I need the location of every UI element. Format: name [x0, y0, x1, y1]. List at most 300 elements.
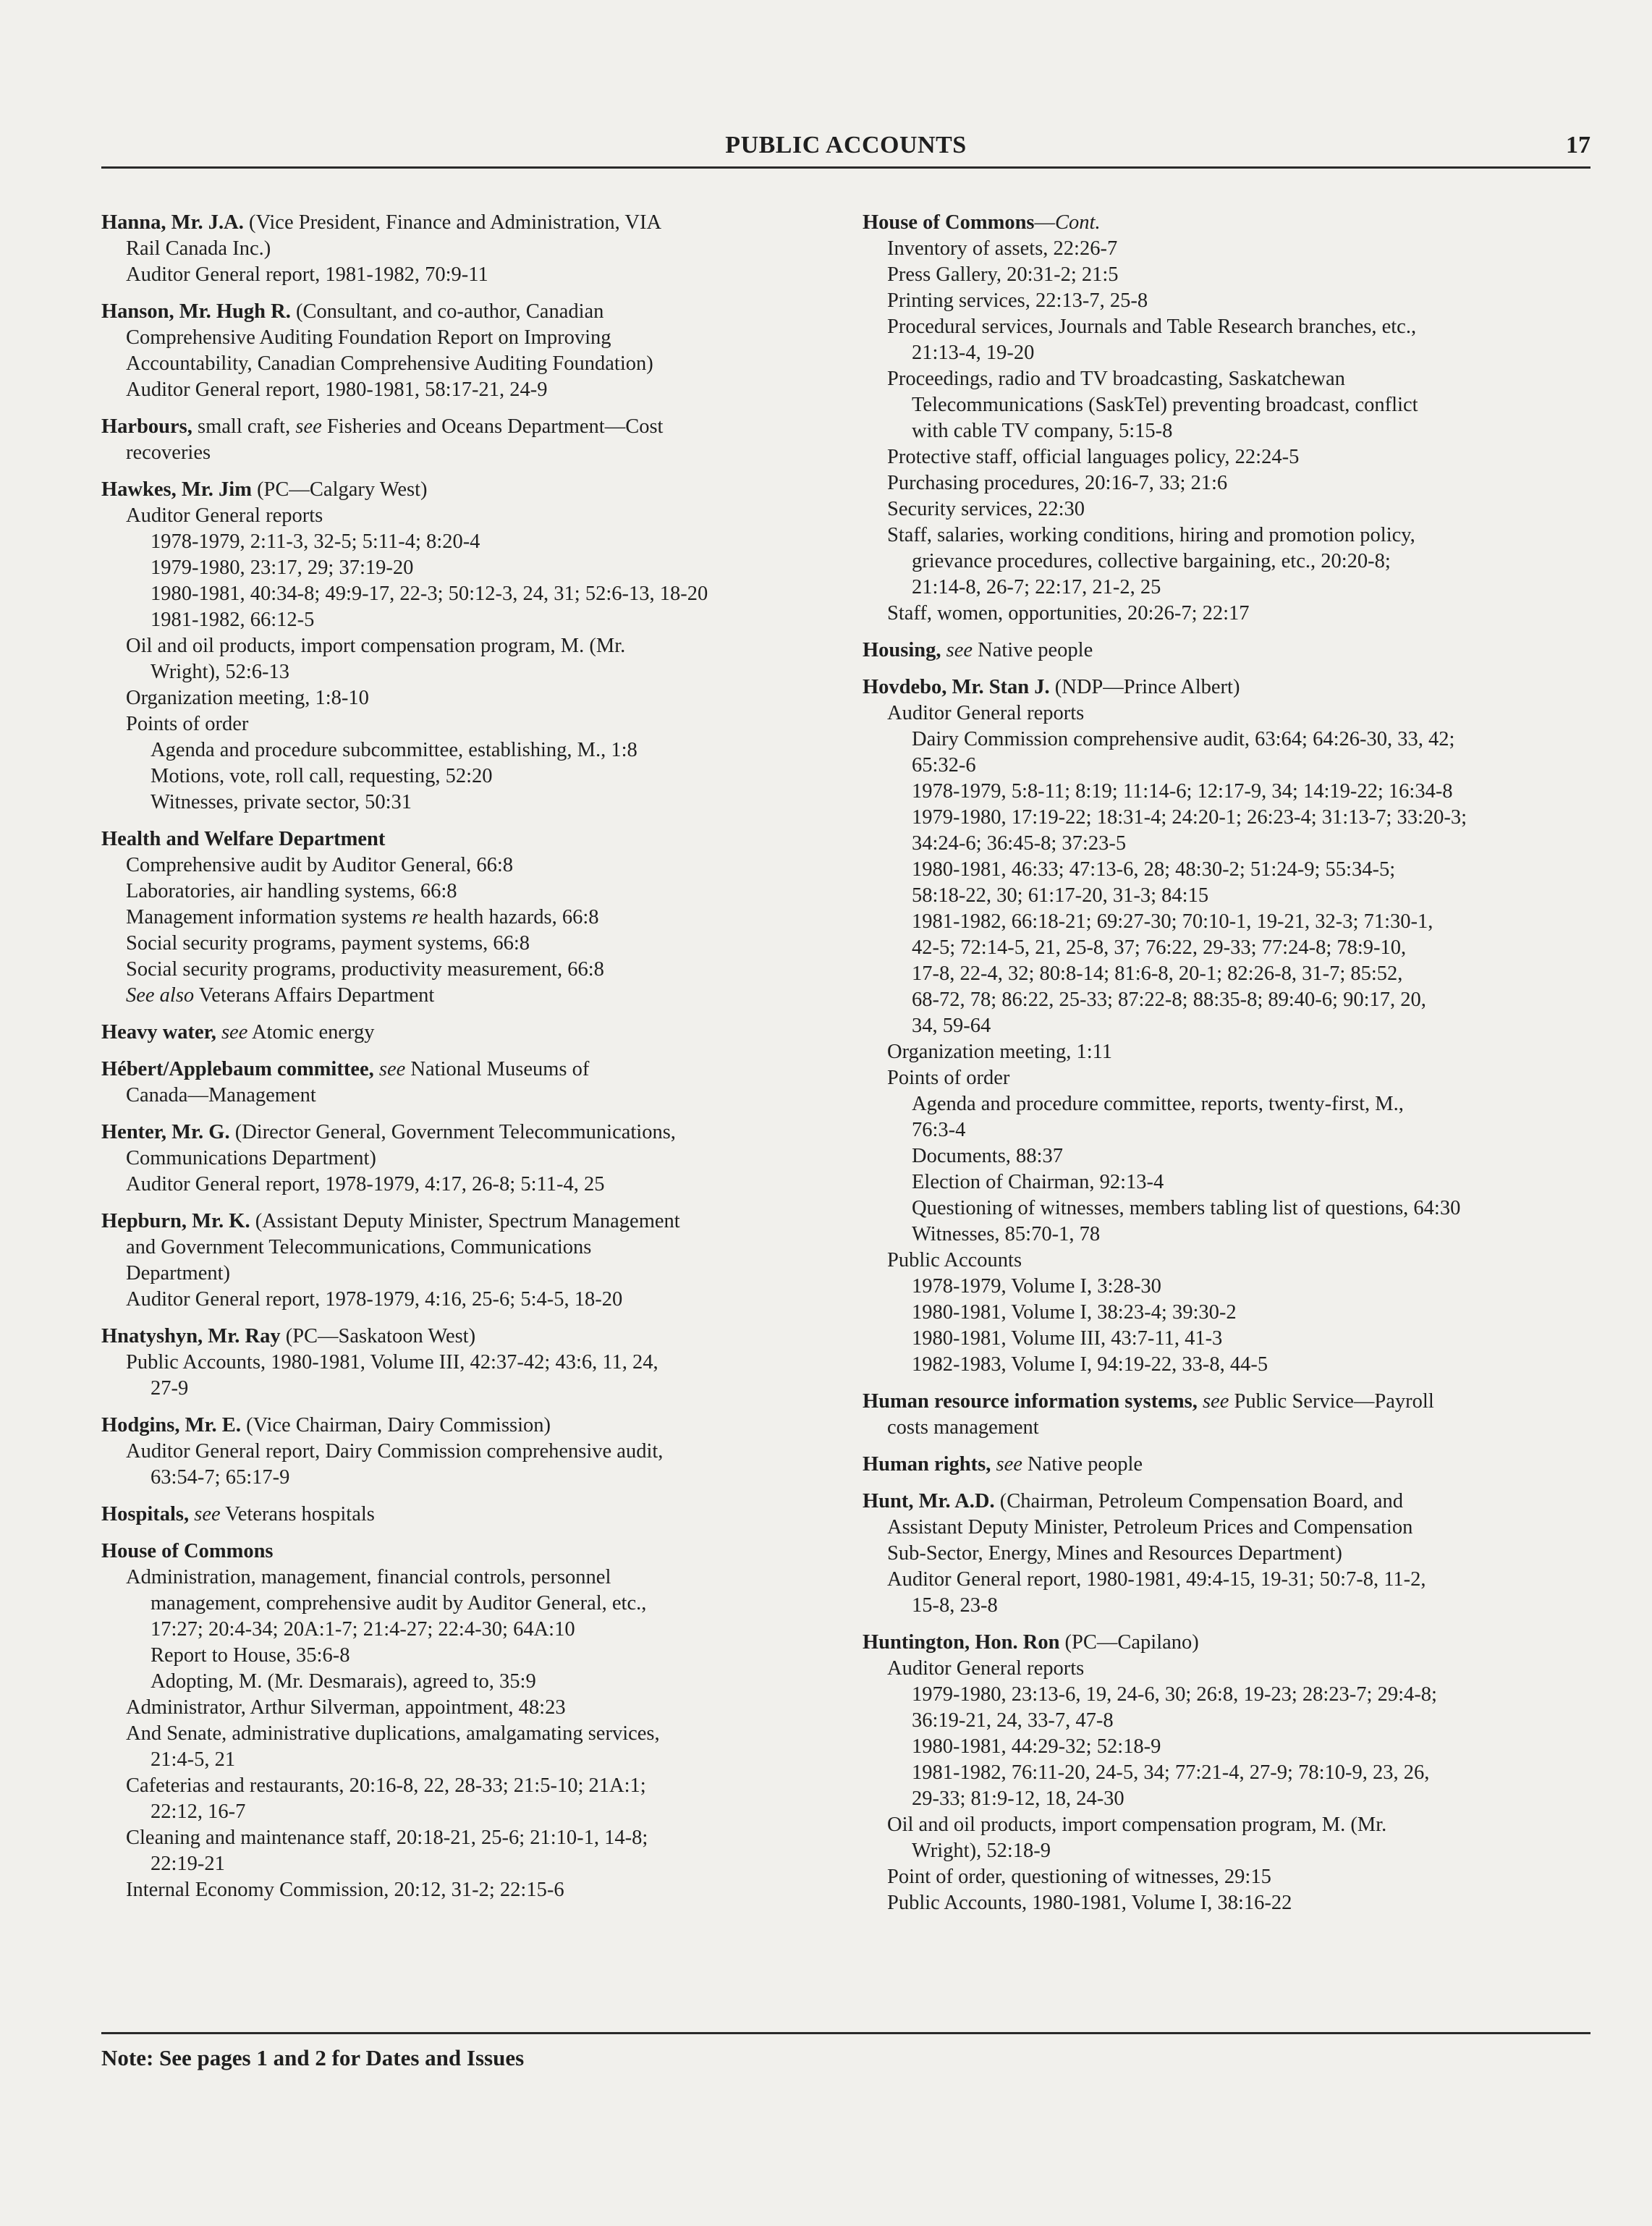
- entry-subline: [101, 1799, 839, 1825]
- index-entry: [101, 1324, 839, 1402]
- entry-text: 34:24-6; 36:45-8; 37:23-5: [912, 832, 1127, 855]
- italic-text: see: [194, 1503, 221, 1525]
- entry-subline: [863, 1415, 1590, 1441]
- entry-subline: [101, 852, 839, 879]
- entry-text: 42-5; 72:14-5, 21, 25-8, 37; 76:22, 29-33; 77:24-8; 78:9-10,: [912, 936, 1407, 959]
- entry-text: 1980-1981, 44:29-32; 52:18-9: [912, 1735, 1161, 1758]
- entry-subline: [101, 1261, 839, 1287]
- entry-subline: [101, 931, 839, 957]
- entry-text: Inventory of assets, 22:26-7: [887, 237, 1118, 260]
- entry-text: Veterans hospitals: [220, 1503, 375, 1525]
- entry-subline: [863, 987, 1590, 1013]
- entry-text: recoveries: [126, 441, 211, 464]
- entry-subline: [863, 1065, 1590, 1091]
- entry-term: Health and Welfare Department: [101, 828, 386, 850]
- entry-text: 1981-1982, 76:11-20, 24-5, 34; 77:21-4, 27-9; 78:10-9, 23, 26,: [912, 1761, 1430, 1784]
- entry-subline: [863, 1760, 1590, 1786]
- entry-text: 36:19-21, 24, 33-7, 47-8: [912, 1709, 1114, 1732]
- entry-heading-line: [863, 1630, 1590, 1656]
- entry-subline: [863, 236, 1590, 262]
- entry-subline: [101, 236, 839, 262]
- entry-heading-line: [101, 1120, 839, 1146]
- entry-text: Procedural services, Journals and Table Research branches, etc.,: [887, 316, 1417, 338]
- entry-text: Auditor General report, 1978-1979, 4:16, 25-6; 5:4-5, 18-20: [126, 1288, 623, 1311]
- entry-text: 1980-1981, Volume III, 43:7-11, 41-3: [912, 1327, 1223, 1350]
- entry-subline: [863, 1039, 1590, 1065]
- entry-text: Witnesses, 85:70-1, 78: [912, 1223, 1101, 1245]
- entry-subline: [101, 529, 839, 555]
- entry-text: Staff, salaries, working conditions, hiring and promotion policy,: [887, 524, 1415, 546]
- entry-text: Auditor General reports: [126, 504, 323, 527]
- entry-text: (Assistant Deputy Minister, Spectrum Management: [250, 1210, 680, 1232]
- entry-subline: [101, 440, 839, 466]
- entry-text: costs management: [887, 1416, 1039, 1439]
- entry-subline: [863, 522, 1590, 549]
- entry-text: Wright), 52:18-9: [912, 1840, 1051, 1862]
- entry-text: (Chairman, Petroleum Compensation Board, and: [994, 1490, 1403, 1512]
- entry-subline: [863, 418, 1590, 444]
- entry-heading-line: [101, 477, 839, 503]
- entry-text: (Vice Chairman, Dairy Commission): [240, 1414, 551, 1436]
- index-column-right: [863, 210, 1590, 1927]
- entry-heading-line: [101, 1502, 839, 1528]
- entry-subline: [863, 1541, 1590, 1567]
- entry-text: 34, 59-64: [912, 1015, 991, 1037]
- entry-term: Hunt, Mr. A.D.: [863, 1490, 995, 1512]
- entry-heading-line: [101, 210, 839, 236]
- entry-subline: [863, 1812, 1590, 1838]
- entry-subline: [863, 1326, 1590, 1352]
- index-entry: [101, 1209, 839, 1313]
- entry-text: Agenda and procedure subcommittee, establishing, M., 1:8: [151, 739, 637, 761]
- entry-subline: [101, 503, 839, 529]
- index-entry: [863, 1452, 1590, 1478]
- entry-subline: [101, 1825, 839, 1851]
- entry-text: Native people: [973, 639, 1093, 661]
- entry-text: (PC—Capilano): [1059, 1631, 1199, 1654]
- entry-text: with cable TV company, 5:15-8: [912, 420, 1173, 442]
- entry-subline: [101, 1591, 839, 1617]
- entry-text: Administrator, Arthur Silverman, appointment, 48:23: [126, 1696, 566, 1719]
- index-entry: [863, 1389, 1590, 1441]
- entry-text: Cleaning and maintenance staff, 20:18-21, 25-6; 21:10-1, 14-8;: [126, 1827, 648, 1849]
- entry-text: Documents, 88:37: [912, 1145, 1063, 1167]
- entry-text: 21:13-4, 19-20: [912, 342, 1035, 364]
- entry-term: Hanson, Mr. Hugh R.: [101, 300, 291, 323]
- entry-text: Auditor General report, 1980-1981, 58:17-21, 24-9: [126, 378, 548, 401]
- entry-text: Social security programs, payment systems, 66:8: [126, 932, 530, 955]
- entry-term: Hospitals,: [101, 1503, 190, 1525]
- entry-subline: [101, 633, 839, 659]
- page-title: PUBLIC ACCOUNTS: [725, 132, 967, 158]
- entry-text: Comprehensive audit by Auditor General, 66:8: [126, 854, 514, 876]
- entry-term: Hodgins, Mr. E.: [101, 1414, 241, 1436]
- entry-heading-line: [863, 638, 1590, 664]
- entry-subline: [101, 351, 839, 377]
- index-entry: [101, 1413, 839, 1491]
- entry-text: Department): [126, 1262, 231, 1285]
- entry-text: National Museums of: [405, 1058, 590, 1080]
- index-entry: [101, 477, 839, 816]
- entry-term: Hepburn, Mr. K.: [101, 1210, 250, 1232]
- entry-text: 65:32-6: [912, 754, 976, 776]
- index-entry: [101, 210, 839, 288]
- entry-text: Security services, 22:30: [887, 498, 1085, 520]
- index-entry: [863, 638, 1590, 664]
- entry-subline: [863, 1708, 1590, 1734]
- entry-text: Oil and oil products, import compensation program, M. (Mr.: [126, 635, 626, 657]
- entry-text: Motions, vote, roll call, requesting, 52:20: [151, 765, 493, 787]
- entry-subline: [863, 549, 1590, 575]
- entry-subline: [863, 1515, 1590, 1541]
- entry-heading-line: [863, 1489, 1590, 1515]
- italic-text: see: [946, 639, 973, 661]
- entry-text: Auditor General reports: [887, 702, 1085, 724]
- index-entry: [863, 1489, 1590, 1619]
- entry-text: Staff, women, opportunities, 20:26-7; 22:17: [887, 602, 1250, 625]
- entry-text: (PC—Calgary West): [251, 478, 428, 501]
- index-entry: [101, 1020, 839, 1046]
- entry-text: Press Gallery, 20:31-2; 21:5: [887, 263, 1119, 286]
- index-entry: [101, 1502, 839, 1528]
- entry-text: Point of order, questioning of witnesses, 29:15: [887, 1866, 1271, 1888]
- entry-text: Auditor General report, Dairy Commission comprehensive audit,: [126, 1440, 664, 1463]
- entry-subline: [863, 1352, 1590, 1378]
- entry-text: Sub-Sector, Energy, Mines and Resources Department): [887, 1542, 1342, 1565]
- entry-text: Oil and oil products, import compensation program, M. (Mr.: [887, 1814, 1387, 1836]
- entry-subline: [863, 314, 1590, 340]
- index-entry: [101, 414, 839, 466]
- entry-subline: [101, 1617, 839, 1643]
- entry-subline: [101, 1669, 839, 1695]
- entry-subline: [863, 262, 1590, 288]
- entry-subline: [863, 1300, 1590, 1326]
- entry-subline: [863, 444, 1590, 470]
- entry-subline: [101, 1465, 839, 1491]
- entry-subline: [863, 909, 1590, 935]
- entry-subline: [101, 1565, 839, 1591]
- entry-text: Printing services, 22:13-7, 25-8: [887, 289, 1148, 312]
- page-number: 17: [1566, 132, 1590, 158]
- entry-subline: [863, 1838, 1590, 1864]
- entry-text: 17-8, 22-4, 32; 80:8-14; 81:6-8, 20-1; 82:26-8, 31-7; 85:52,: [912, 962, 1403, 985]
- entry-text: Accountability, Canadian Comprehensive Auditing Foundation): [126, 352, 653, 375]
- entry-subline: [863, 366, 1590, 392]
- italic-text: see: [221, 1021, 248, 1044]
- entry-text: [1198, 1390, 1203, 1413]
- entry-subline: [101, 377, 839, 403]
- entry-subline: [101, 763, 839, 790]
- entry-text: small craft,: [192, 415, 296, 438]
- entry-text: Election of Chairman, 92:13-4: [912, 1171, 1164, 1193]
- entry-subline: [101, 1721, 839, 1747]
- entry-term: Hawkes, Mr. Jim: [101, 478, 252, 501]
- italic-text: See also: [126, 984, 195, 1007]
- entry-heading-line: [101, 1057, 839, 1083]
- entry-heading-line: [101, 1413, 839, 1439]
- entry-heading-line: [863, 674, 1590, 701]
- entry-text: Auditor General reports: [887, 1657, 1085, 1680]
- entry-subline: [863, 727, 1590, 753]
- entry-text: [941, 639, 946, 661]
- entry-heading-line: [101, 414, 839, 440]
- entry-subline: [101, 905, 839, 931]
- entry-subline: [101, 957, 839, 983]
- entry-text: 29-33; 81:9-12, 18, 24-30: [912, 1787, 1124, 1810]
- entry-text: Public Accounts: [887, 1249, 1022, 1271]
- entry-subline: [101, 1350, 839, 1376]
- entry-text: (Director General, Government Telecommunications,: [229, 1121, 676, 1143]
- entry-text: 1979-1980, 17:19-22; 18:31-4; 24:20-1; 26:23-4; 31:13-7; 33:20-3;: [912, 806, 1467, 829]
- entry-subline: [863, 831, 1590, 857]
- entry-text: [374, 1058, 379, 1080]
- entry-text: 21:14-8, 26-7; 22:17, 21-2, 25: [912, 576, 1161, 598]
- entry-subline: [101, 607, 839, 633]
- entry-subline: [863, 1593, 1590, 1619]
- entry-text: Internal Economy Commission, 20:12, 31-2; 22:15-6: [126, 1879, 564, 1901]
- entry-subline: [863, 1169, 1590, 1195]
- entry-subline: [863, 1734, 1590, 1760]
- entry-subline: [863, 1864, 1590, 1890]
- entry-subline: [863, 1656, 1590, 1682]
- italic-text: see: [378, 1058, 406, 1080]
- entry-subline: [863, 1682, 1590, 1708]
- entry-text: Agenda and procedure committee, reports, twenty-first, M.,: [912, 1093, 1404, 1115]
- entry-subline: [863, 701, 1590, 727]
- entry-subline: [863, 340, 1590, 366]
- entry-heading-line: [101, 1020, 839, 1046]
- index-entry: [101, 1057, 839, 1109]
- index-entry: [863, 210, 1590, 627]
- index-entry: [101, 1120, 839, 1198]
- index-entry: [101, 1539, 839, 1903]
- entry-text: Native people: [1022, 1453, 1143, 1476]
- entry-subline: [863, 935, 1590, 961]
- entry-subline: [101, 325, 839, 351]
- index-entry: [101, 826, 839, 1009]
- entry-text: Public Service—Payroll: [1229, 1390, 1434, 1413]
- entry-text: Organization meeting, 1:8-10: [126, 687, 369, 709]
- entry-subline: [101, 581, 839, 607]
- italic-text: re: [411, 906, 428, 928]
- entry-subline: [101, 1643, 839, 1669]
- entry-subline: [863, 1117, 1590, 1143]
- entry-text: Wright), 52:6-13: [151, 661, 289, 683]
- entry-subline: [863, 961, 1590, 987]
- entry-term: Human resource information systems,: [863, 1390, 1198, 1413]
- entry-text: Witnesses, private sector, 50:31: [151, 791, 412, 813]
- entry-text: (Vice President, Finance and Administration, VIA: [243, 211, 662, 234]
- entry-text: 1978-1979, 5:8-11; 8:19; 11:14-6; 12:17-9, 34; 14:19-22; 16:34-8: [912, 780, 1453, 803]
- entry-term: Hanna, Mr. J.A.: [101, 211, 244, 234]
- entry-text: 58:18-22, 30; 61:17-20, 31-3; 84:15: [912, 884, 1209, 907]
- entry-text: 1980-1981, 40:34-8; 49:9-17, 22-3; 50:12-3, 24, 31; 52:6-13, 18-20: [151, 583, 708, 605]
- entry-text: 1979-1980, 23:13-6, 19, 24-6, 30; 26:8, 19-23; 28:23-7; 29:4-8;: [912, 1683, 1437, 1706]
- entry-text: [216, 1021, 221, 1044]
- entry-subline: [863, 753, 1590, 779]
- entry-text: Proceedings, radio and TV broadcasting, Saskatchewan: [887, 368, 1345, 390]
- entry-term: Housing,: [863, 639, 941, 661]
- index-entry: [863, 1630, 1590, 1916]
- entry-term: Harbours,: [101, 415, 192, 438]
- entry-subline: [101, 659, 839, 685]
- entry-text: Management information systems: [126, 906, 412, 928]
- entry-subline: [101, 1172, 839, 1198]
- entry-subline: [101, 555, 839, 581]
- entry-subline: [863, 883, 1590, 909]
- entry-subline: [101, 1747, 839, 1773]
- footer-rule: [101, 2032, 1590, 2034]
- entry-text: Protective staff, official languages policy, 22:24-5: [887, 446, 1300, 468]
- entry-text: Cafeterias and restaurants, 20:16-8, 22, 28-33; 21:5-10; 21A:1;: [126, 1774, 646, 1797]
- entry-term: Heavy water,: [101, 1021, 216, 1044]
- entry-text: (Consultant, and co-author, Canadian: [290, 300, 604, 323]
- index-column-left: [101, 210, 839, 1914]
- entry-subline: [101, 1083, 839, 1109]
- entry-subline: [101, 1439, 839, 1465]
- entry-text: Rail Canada Inc.): [126, 237, 271, 260]
- entry-text: Comprehensive Auditing Foundation Report on Improving: [126, 326, 611, 349]
- entry-subline: [101, 1287, 839, 1313]
- entry-term: House of Commons: [863, 211, 1035, 234]
- entry-text: 21:4-5, 21: [151, 1748, 236, 1771]
- entry-text: Points of order: [126, 713, 249, 735]
- entry-subline: [863, 1890, 1590, 1916]
- entry-subline: [863, 1786, 1590, 1812]
- entry-heading-line: [101, 1324, 839, 1350]
- entry-text: (NDP—Prince Albert): [1049, 676, 1240, 698]
- entry-text: —: [1034, 211, 1056, 234]
- entry-text: 17:27; 20:4-34; 20A:1-7; 21:4-27; 22:4-30; 64A:10: [151, 1618, 575, 1641]
- entry-term: Henter, Mr. G.: [101, 1121, 230, 1143]
- entry-text: 68-72, 78; 86:22, 25-33; 87:22-8; 88:35-8; 89:40-6; 90:17, 20,: [912, 989, 1426, 1011]
- entry-subline: [863, 1091, 1590, 1117]
- entry-text: 27-9: [151, 1377, 189, 1400]
- entry-heading-line: [863, 210, 1590, 236]
- entry-text: (PC—Saskatoon West): [280, 1325, 476, 1347]
- entry-text: 1981-1982, 66:12-5: [151, 609, 315, 631]
- entry-text: 22:12, 16-7: [151, 1800, 246, 1823]
- entry-text: Organization meeting, 1:11: [887, 1041, 1113, 1063]
- entry-subline: [863, 601, 1590, 627]
- entry-text: health hazards, 66:8: [428, 906, 599, 928]
- entry-subline: [101, 1146, 839, 1172]
- entry-text: [991, 1453, 996, 1476]
- entry-subline: [101, 1235, 839, 1261]
- entry-subline: [101, 1773, 839, 1799]
- entry-text: Auditor General report, 1980-1981, 49:4-15, 19-31; 50:7-8, 11-2,: [887, 1568, 1426, 1591]
- entry-heading-line: [101, 826, 839, 852]
- entry-subline: [863, 1195, 1590, 1222]
- page-header: [101, 123, 1590, 169]
- entry-text: Purchasing procedures, 20:16-7, 33; 21:6: [887, 472, 1228, 494]
- italic-text: see: [295, 415, 322, 438]
- entry-subline: [101, 1695, 839, 1721]
- entry-subline: [101, 879, 839, 905]
- italic-text: see: [996, 1453, 1022, 1476]
- entry-heading-line: [101, 299, 839, 325]
- entry-term: Hovdebo, Mr. Stan J.: [863, 676, 1050, 698]
- entry-text: Auditor General report, 1981-1982, 70:9-11: [126, 263, 488, 286]
- entry-text: Canada—Management: [126, 1084, 316, 1106]
- entry-text: 1978-1979, 2:11-3, 32-5; 5:11-4; 8:20-4: [151, 530, 480, 553]
- entry-text: 1981-1982, 66:18-21; 69:27-30; 70:10-1, 19-21, 32-3; 71:30-1,: [912, 910, 1433, 933]
- entry-subline: [863, 470, 1590, 496]
- entry-text: grievance procedures, collective bargaining, etc., 20:20-8;: [912, 550, 1391, 572]
- entry-subline: [863, 805, 1590, 831]
- entry-subline: [863, 1013, 1590, 1039]
- entry-subline: [101, 1376, 839, 1402]
- entry-subline: [863, 575, 1590, 601]
- index-entry: [863, 674, 1590, 1378]
- entry-text: Points of order: [887, 1067, 1010, 1089]
- footer-note: Note: See pages 1 and 2 for Dates and Issues: [101, 2045, 525, 2070]
- italic-text: see: [1202, 1390, 1229, 1413]
- entry-text: Telecommunications (SaskTel) preventing broadcast, conflict: [912, 394, 1418, 416]
- entry-text: Laboratories, air handling systems, 66:8: [126, 880, 457, 902]
- entry-subline: [863, 1274, 1590, 1300]
- entry-text: 1980-1981, Volume I, 38:23-4; 39:30-2: [912, 1301, 1237, 1324]
- entry-text: management, comprehensive audit by Auditor General, etc.,: [151, 1592, 647, 1615]
- entry-subline: [863, 1143, 1590, 1169]
- entry-subline: [863, 1222, 1590, 1248]
- entry-term: Human rights,: [863, 1453, 991, 1476]
- entry-text: 63:54-7; 65:17-9: [151, 1466, 290, 1489]
- entry-heading-line: [863, 1389, 1590, 1415]
- italic-text: Cont.: [1055, 211, 1101, 234]
- entry-subline: [101, 1851, 839, 1877]
- entry-subline: [863, 857, 1590, 883]
- entry-subline: [101, 262, 839, 288]
- entry-term: House of Commons: [101, 1540, 274, 1562]
- entry-heading-line: [863, 1452, 1590, 1478]
- entry-term: Hébert/Applebaum committee,: [101, 1058, 374, 1080]
- entry-text: Dairy Commission comprehensive audit, 63:64; 64:26-30, 33, 42;: [912, 728, 1455, 750]
- entry-subline: [863, 1567, 1590, 1593]
- entry-subline: [863, 496, 1590, 522]
- entry-text: Public Accounts, 1980-1981, Volume I, 38:16-22: [887, 1892, 1292, 1914]
- entry-text: 1980-1981, 46:33; 47:13-6, 28; 48:30-2; 51:24-9; 55:34-5;: [912, 858, 1396, 881]
- entry-subline: [101, 983, 839, 1009]
- entry-text: and Government Telecommunications, Communications: [126, 1236, 592, 1258]
- entry-text: 76:3-4: [912, 1119, 966, 1141]
- entry-subline: [863, 779, 1590, 805]
- entry-subline: [863, 392, 1590, 418]
- entry-text: 1978-1979, Volume I, 3:28-30: [912, 1275, 1161, 1298]
- entry-subline: [101, 711, 839, 737]
- entry-text: Atomic energy: [247, 1021, 375, 1044]
- entry-term: Hnatyshyn, Mr. Ray: [101, 1325, 281, 1347]
- entry-text: 15-8, 23-8: [912, 1594, 998, 1617]
- entry-text: Public Accounts, 1980-1981, Volume III, 42:37-42; 43:6, 11, 24,: [126, 1351, 658, 1374]
- entry-text: Report to House, 35:6-8: [151, 1644, 350, 1667]
- entry-subline: [101, 790, 839, 816]
- entry-subline: [101, 737, 839, 763]
- entry-subline: [101, 685, 839, 711]
- index-entry: [101, 299, 839, 403]
- entry-text: 1982-1983, Volume I, 94:19-22, 33-8, 44-5: [912, 1353, 1268, 1376]
- entry-subline: [101, 1877, 839, 1903]
- entry-text: Social security programs, productivity measurement, 66:8: [126, 958, 604, 981]
- entry-text: Administration, management, financial controls, personnel: [126, 1566, 611, 1588]
- entry-heading-line: [101, 1209, 839, 1235]
- entry-text: 22:19-21: [151, 1853, 225, 1875]
- entry-text: And Senate, administrative duplications, amalgamating services,: [126, 1722, 660, 1745]
- entry-text: Adopting, M. (Mr. Desmarais), agreed to, 35:9: [151, 1670, 536, 1693]
- entry-term: Huntington, Hon. Ron: [863, 1631, 1060, 1654]
- entry-subline: [863, 288, 1590, 314]
- entry-text: Communications Department): [126, 1147, 376, 1169]
